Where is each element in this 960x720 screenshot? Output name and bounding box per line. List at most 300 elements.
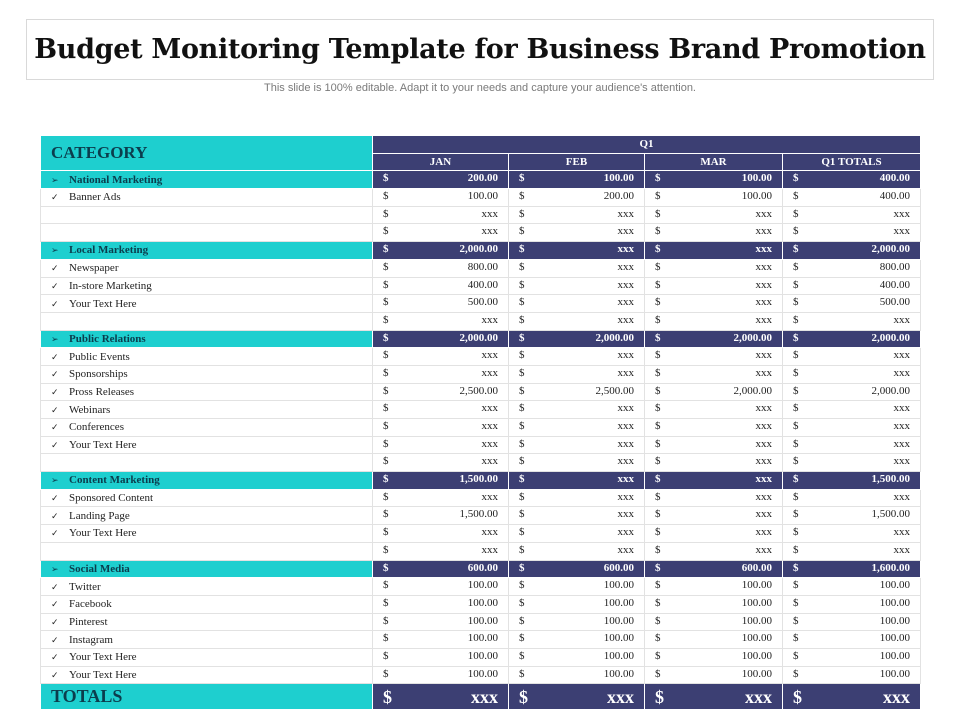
amount-cell [645, 436, 783, 454]
amount-value: 100.00 [741, 172, 772, 185]
amount-cell [509, 206, 645, 224]
currency-symbol: $ [655, 313, 661, 326]
amount-value: xxx [755, 313, 772, 326]
category-label: Sponsored Content [69, 492, 154, 505]
currency-symbol: $ [793, 278, 799, 291]
amount-cell [373, 684, 509, 710]
amount-cell [373, 578, 509, 596]
check-icon: ✓ [51, 494, 59, 505]
amount-cell [509, 365, 645, 383]
amount-cell [645, 507, 783, 525]
amount-cell [645, 489, 783, 507]
currency-symbol: $ [655, 473, 661, 486]
category-label: Your Text Here [69, 527, 137, 540]
arrow-bullet-icon: ➢ [51, 476, 59, 487]
amount-value: 100.00 [467, 614, 498, 627]
category-cell [41, 295, 373, 313]
currency-symbol: $ [793, 632, 799, 645]
category-cell [41, 454, 373, 472]
amount-cell [373, 277, 509, 295]
amount-value: xxx [755, 207, 772, 220]
currency-symbol: $ [519, 172, 525, 185]
currency-symbol: $ [655, 596, 661, 609]
currency-symbol: $ [655, 420, 661, 432]
currency-symbol: $ [519, 543, 525, 556]
currency-symbol: $ [793, 243, 799, 256]
amount-value: xxx [755, 543, 772, 556]
amount-value: 2,000.00 [733, 384, 772, 397]
amount-cell [373, 348, 509, 366]
currency-symbol: $ [793, 172, 799, 185]
category-cell [41, 525, 373, 543]
amount-cell [645, 560, 783, 578]
amount-value: 1,500.00 [871, 508, 910, 521]
amount-value: 2,000.00 [595, 331, 634, 344]
currency-symbol: $ [793, 649, 799, 662]
category-cell [41, 365, 373, 383]
amount-value: 400.00 [879, 172, 910, 185]
amount-value: xxx [755, 473, 772, 486]
amount-value: xxx [471, 687, 498, 708]
amount-value: 1,500.00 [459, 508, 498, 521]
amount-value: xxx [893, 366, 910, 379]
currency-symbol: $ [655, 207, 661, 220]
currency-symbol: $ [383, 632, 389, 645]
category-label: Banner Ads [69, 191, 121, 204]
category-label: Sponsorships [69, 368, 128, 381]
currency-symbol: $ [793, 687, 802, 708]
amount-cell [509, 401, 645, 419]
amount-cell [373, 259, 509, 277]
amount-cell [373, 560, 509, 578]
currency-symbol: $ [383, 207, 389, 220]
amount-cell [509, 312, 645, 330]
amount-cell [509, 419, 645, 437]
category-cell [41, 560, 373, 578]
amount-cell [783, 259, 921, 277]
currency-symbol: $ [793, 402, 799, 415]
amount-cell [645, 631, 783, 649]
amount-value: xxx [617, 207, 634, 220]
currency-symbol: $ [793, 313, 799, 326]
amount-cell [373, 295, 509, 313]
amount-value: xxx [617, 260, 634, 273]
amount-value: xxx [481, 420, 498, 432]
amount-value: xxx [755, 243, 772, 256]
table-row [41, 436, 921, 454]
category-label: Instagram [69, 633, 113, 646]
amount-cell [373, 242, 509, 260]
amount-value: xxx [617, 243, 634, 256]
amount-value: xxx [617, 526, 634, 539]
amount-cell [373, 419, 509, 437]
amount-cell [373, 631, 509, 649]
currency-symbol: $ [383, 243, 389, 256]
check-icon: ✓ [51, 405, 59, 416]
amount-value: xxx [617, 366, 634, 379]
currency-symbol: $ [519, 207, 525, 220]
currency-symbol: $ [655, 687, 664, 708]
currency-symbol: $ [383, 278, 389, 291]
category-cell [41, 224, 373, 242]
currency-symbol: $ [519, 243, 525, 256]
column-header-feb: FEB [509, 153, 645, 171]
currency-symbol: $ [793, 526, 799, 539]
amount-cell [509, 330, 645, 348]
currency-symbol: $ [655, 260, 661, 273]
amount-value: 100.00 [741, 667, 772, 680]
amount-value: 500.00 [467, 296, 498, 309]
currency-symbol: $ [655, 243, 661, 256]
currency-symbol: $ [519, 687, 528, 708]
check-icon: ✓ [51, 653, 59, 664]
amount-cell [783, 330, 921, 348]
table-row [41, 542, 921, 560]
amount-value: xxx [755, 296, 772, 309]
currency-symbol: $ [519, 313, 525, 326]
amount-value: xxx [745, 687, 772, 708]
currency-symbol: $ [383, 172, 389, 185]
amount-cell [373, 171, 509, 189]
currency-symbol: $ [519, 508, 525, 521]
table-row [41, 259, 921, 277]
category-label: Your Text Here [69, 297, 137, 310]
column-header-q1-totals: Q1 TOTALS [783, 153, 921, 171]
table-row [41, 666, 921, 684]
amount-cell [373, 542, 509, 560]
amount-value: 100.00 [603, 667, 634, 680]
table-row [41, 489, 921, 507]
currency-symbol: $ [655, 366, 661, 379]
amount-value: xxx [755, 225, 772, 238]
totals-label: TOTALS [41, 684, 373, 710]
category-cell [41, 348, 373, 366]
amount-value: 100.00 [467, 632, 498, 645]
amount-cell [645, 472, 783, 490]
currency-symbol: $ [519, 278, 525, 291]
arrow-bullet-icon: ➢ [51, 334, 59, 345]
currency-symbol: $ [655, 543, 661, 556]
amount-value: 800.00 [879, 260, 910, 273]
category-label: Conferences [69, 421, 124, 434]
amount-cell [509, 648, 645, 666]
amount-cell [645, 348, 783, 366]
amount-cell [645, 295, 783, 313]
currency-symbol: $ [383, 596, 389, 609]
arrow-bullet-icon: ➢ [51, 246, 59, 257]
amount-cell [783, 436, 921, 454]
currency-symbol: $ [383, 579, 389, 592]
amount-cell [509, 277, 645, 295]
amount-value: xxx [755, 490, 772, 503]
category-cell [41, 206, 373, 224]
amount-value: 1,500.00 [459, 473, 498, 486]
currency-symbol: $ [519, 366, 525, 379]
currency-symbol: $ [655, 172, 661, 185]
amount-value: 2,000.00 [459, 243, 498, 256]
amount-cell [373, 666, 509, 684]
currency-symbol: $ [519, 667, 525, 680]
amount-cell [645, 171, 783, 189]
amount-value: 100.00 [879, 632, 910, 645]
amount-value: 600.00 [741, 561, 772, 574]
amount-value: xxx [755, 278, 772, 291]
amount-value: 100.00 [603, 632, 634, 645]
amount-value: 100.00 [741, 596, 772, 609]
amount-cell [509, 578, 645, 596]
check-icon: ✓ [51, 423, 59, 434]
currency-symbol: $ [655, 614, 661, 627]
amount-value: 100.00 [741, 632, 772, 645]
amount-value: 2,500.00 [459, 384, 498, 397]
currency-symbol: $ [655, 349, 661, 362]
amount-value: xxx [883, 687, 910, 708]
amount-cell [509, 631, 645, 649]
table-row [41, 454, 921, 472]
currency-symbol: $ [383, 225, 389, 238]
amount-value: 100.00 [603, 579, 634, 592]
amount-value: xxx [893, 490, 910, 503]
category-label: Public Relations [69, 332, 146, 345]
amount-cell [645, 419, 783, 437]
check-icon: ✓ [51, 600, 59, 611]
amount-cell [373, 224, 509, 242]
category-label: Content Marketing [69, 474, 160, 487]
amount-value: xxx [617, 508, 634, 521]
currency-symbol: $ [793, 190, 799, 203]
amount-value: xxx [893, 543, 910, 556]
amount-cell [509, 189, 645, 207]
currency-symbol: $ [383, 349, 389, 362]
currency-symbol: $ [519, 632, 525, 645]
amount-cell [645, 224, 783, 242]
currency-symbol: $ [519, 349, 525, 362]
category-cell [41, 189, 373, 207]
amount-cell [509, 348, 645, 366]
currency-symbol: $ [383, 687, 392, 708]
currency-symbol: $ [383, 260, 389, 273]
currency-symbol: $ [383, 331, 389, 344]
amount-value: xxx [893, 349, 910, 362]
amount-value: 1,500.00 [871, 473, 910, 486]
amount-cell [645, 578, 783, 596]
currency-symbol: $ [383, 543, 389, 556]
amount-cell [645, 684, 783, 710]
amount-cell [373, 648, 509, 666]
currency-symbol: $ [383, 455, 389, 468]
category-cell [41, 507, 373, 525]
currency-symbol: $ [383, 384, 389, 397]
amount-value: xxx [481, 490, 498, 503]
currency-symbol: $ [383, 490, 389, 503]
amount-cell [373, 507, 509, 525]
currency-symbol: $ [655, 667, 661, 680]
currency-symbol: $ [793, 366, 799, 379]
amount-cell [645, 189, 783, 207]
amount-cell [783, 206, 921, 224]
currency-symbol: $ [519, 437, 525, 450]
currency-symbol: $ [383, 420, 389, 432]
amount-cell [783, 489, 921, 507]
currency-symbol: $ [519, 331, 525, 344]
amount-cell [783, 419, 921, 437]
amount-cell [373, 613, 509, 631]
amount-cell [509, 489, 645, 507]
table-row [41, 365, 921, 383]
amount-value: xxx [607, 687, 634, 708]
currency-symbol: $ [793, 225, 799, 238]
amount-value: 100.00 [603, 614, 634, 627]
currency-symbol: $ [793, 331, 799, 344]
currency-symbol: $ [519, 420, 525, 432]
amount-value: xxx [481, 349, 498, 362]
currency-symbol: $ [793, 667, 799, 680]
category-label: Twitter [69, 580, 101, 593]
amount-cell [645, 277, 783, 295]
currency-symbol: $ [519, 490, 525, 503]
amount-cell [509, 383, 645, 401]
check-icon: ✓ [51, 670, 59, 681]
amount-value: xxx [481, 402, 498, 415]
amount-value: xxx [893, 402, 910, 415]
amount-value: xxx [617, 473, 634, 486]
amount-value: 200.00 [467, 172, 498, 185]
check-icon: ✓ [51, 441, 59, 452]
title-box [26, 19, 934, 80]
category-label: Facebook [69, 598, 112, 611]
amount-value: xxx [755, 508, 772, 521]
amount-value: xxx [481, 225, 498, 238]
amount-value: 2,000.00 [871, 331, 910, 344]
amount-value: xxx [617, 437, 634, 450]
amount-cell [783, 578, 921, 596]
budget-table-body [41, 136, 921, 710]
check-icon: ✓ [51, 387, 59, 398]
amount-cell [645, 259, 783, 277]
amount-cell [373, 454, 509, 472]
currency-symbol: $ [655, 296, 661, 309]
amount-cell [783, 365, 921, 383]
currency-symbol: $ [519, 260, 525, 273]
currency-symbol: $ [793, 207, 799, 220]
check-icon: ✓ [51, 299, 59, 310]
amount-cell [645, 206, 783, 224]
currency-symbol: $ [519, 526, 525, 539]
amount-value: xxx [481, 543, 498, 556]
amount-value: 100.00 [879, 614, 910, 627]
currency-symbol: $ [793, 508, 799, 521]
currency-symbol: $ [655, 649, 661, 662]
amount-cell [373, 189, 509, 207]
table-row [41, 631, 921, 649]
currency-symbol: $ [383, 437, 389, 450]
amount-cell [373, 472, 509, 490]
amount-value: xxx [893, 437, 910, 450]
amount-cell [509, 242, 645, 260]
category-cell [41, 330, 373, 348]
category-cell [41, 401, 373, 419]
currency-symbol: $ [793, 349, 799, 362]
amount-value: xxx [893, 207, 910, 220]
amount-value: xxx [893, 420, 910, 432]
amount-value: xxx [617, 296, 634, 309]
amount-value: 100.00 [603, 596, 634, 609]
amount-value: 2,500.00 [595, 384, 634, 397]
amount-value: 600.00 [603, 561, 634, 574]
currency-symbol: $ [383, 313, 389, 326]
amount-cell [509, 507, 645, 525]
currency-symbol: $ [793, 543, 799, 556]
amount-value: 100.00 [741, 190, 772, 203]
category-label: Your Text Here [69, 651, 137, 664]
currency-symbol: $ [383, 402, 389, 415]
table-row [41, 507, 921, 525]
section-row [41, 171, 921, 189]
table-row [41, 648, 921, 666]
check-icon: ✓ [51, 635, 59, 646]
category-cell [41, 436, 373, 454]
currency-symbol: $ [793, 614, 799, 627]
amount-cell [373, 330, 509, 348]
category-cell [41, 312, 373, 330]
amount-cell [783, 189, 921, 207]
amount-cell [373, 365, 509, 383]
table-row [41, 401, 921, 419]
section-row [41, 560, 921, 578]
category-cell [41, 383, 373, 401]
amount-value: xxx [755, 260, 772, 273]
amount-value: xxx [893, 225, 910, 238]
currency-symbol: $ [519, 596, 525, 609]
currency-symbol: $ [793, 260, 799, 273]
amount-value: xxx [481, 313, 498, 326]
amount-value: 400.00 [467, 278, 498, 291]
table-row [41, 206, 921, 224]
amount-value: 600.00 [467, 561, 498, 574]
table-row [41, 277, 921, 295]
category-label: Your Text Here [69, 439, 137, 452]
amount-cell [783, 224, 921, 242]
currency-symbol: $ [383, 667, 389, 680]
category-header: CATEGORY [41, 136, 373, 171]
amount-cell [783, 312, 921, 330]
slide-subtitle: This slide is 100% editable. Adapt it to your needs and capture your audience's attention. [264, 82, 696, 94]
amount-value: xxx [617, 278, 634, 291]
amount-value: 2,000.00 [733, 331, 772, 344]
amount-value: xxx [617, 313, 634, 326]
amount-value: xxx [755, 526, 772, 539]
amount-cell [509, 436, 645, 454]
budget-table [40, 135, 921, 710]
amount-value: xxx [755, 437, 772, 450]
amount-cell [509, 259, 645, 277]
currency-symbol: $ [383, 649, 389, 662]
currency-symbol: $ [383, 296, 389, 309]
amount-cell [645, 525, 783, 543]
amount-value: xxx [617, 402, 634, 415]
amount-value: 100.00 [467, 596, 498, 609]
amount-cell [645, 666, 783, 684]
currency-symbol: $ [793, 473, 799, 486]
amount-cell [645, 330, 783, 348]
amount-cell [645, 613, 783, 631]
amount-cell [373, 525, 509, 543]
amount-cell [373, 383, 509, 401]
arrow-bullet-icon: ➢ [51, 564, 59, 575]
amount-value: 100.00 [467, 190, 498, 203]
amount-cell [645, 383, 783, 401]
currency-symbol: $ [793, 490, 799, 503]
